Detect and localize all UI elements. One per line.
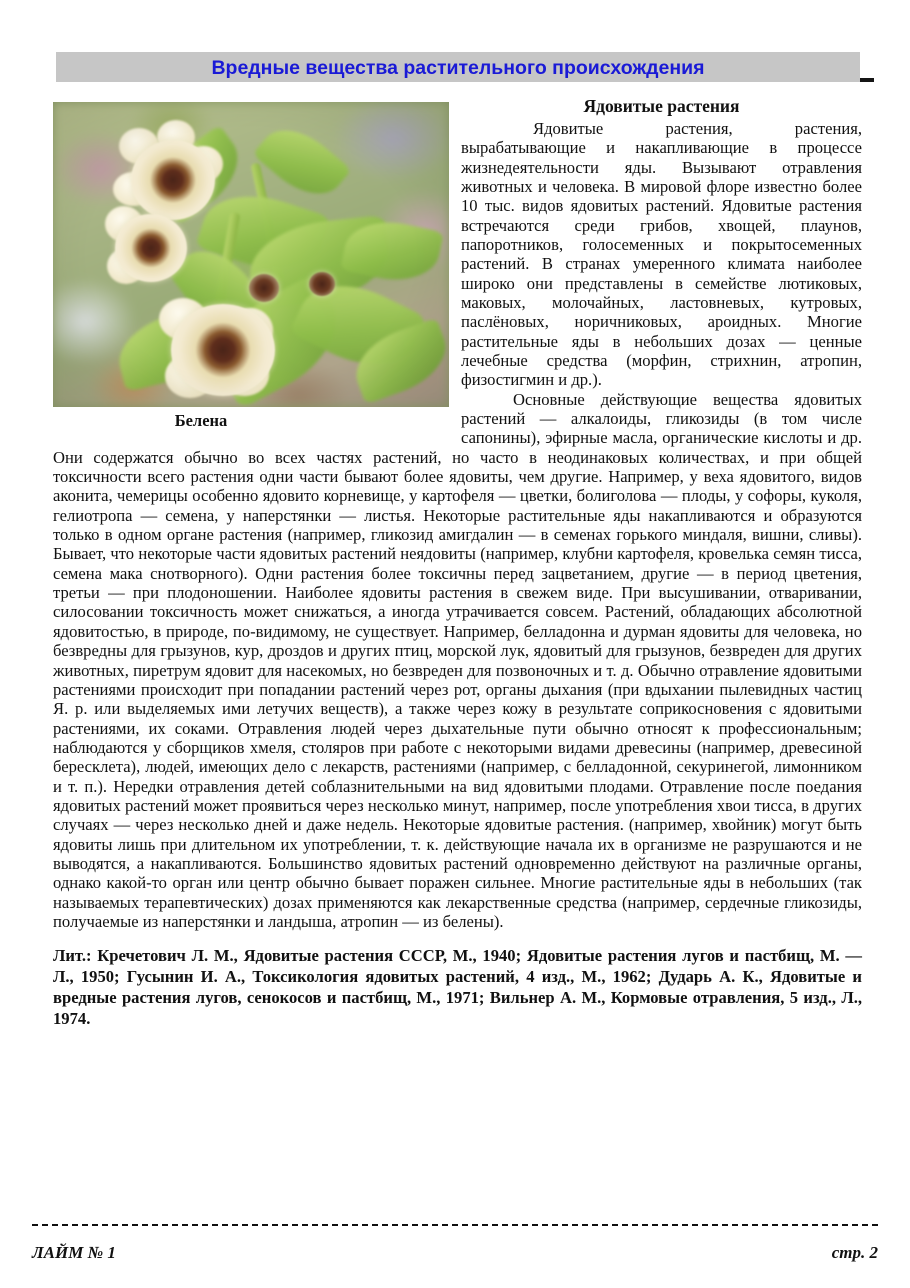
photo-vignette	[53, 102, 449, 407]
figure-henbane	[53, 102, 449, 431]
article-content	[53, 96, 862, 1029]
references-text: Лит.: Кречетович Л. М., Ядовитые растения СССР, М., 1940; Ядовитые растения лугов и пастбищ, М. — Л., 1950; Гусынин И. А., Токсикология ядовитых растений, 4 изд., М., 1962; Дударь А. К., Ядовитые и вредные растения лугов, сенокосов и пастбищ, М., 1971; Вильнер А. М., Кормовые отравления, 5 изд., Л., 1974.	[53, 946, 862, 1029]
footer-publication-name: ЛАЙМ № 1	[32, 1243, 116, 1262]
article-paragraph-1: Ядовитые растения, растения, вырабатывающие и накапливающие в процессе жизнедеятельности яды. Вызывают отравления животных и человека. В мировой флоре известно более 10 тыс. видов ядовитых растений. Ядовитые растения встречаются среди грибов, хвощей, плаунов, папоротников, голосеменных и покрытосеменных растений. В странах умеренного климата наиболее широко они представлены в семействе лютиковых, маковых, молочайных, ластовневых, кутровых, паслёновых, норичниковых, ароидных. Многие растительные яды в небольших дозах — ценные лечебные средства (морфин, стрихнин, атропин, физостигмин и др.).	[461, 118, 862, 390]
page-footer	[32, 1243, 878, 1263]
figure-caption: Белена	[174, 411, 228, 430]
footer-divider	[32, 1224, 878, 1226]
plant-photo-image	[53, 102, 449, 407]
header-banner-title: Вредные вещества растительного происхождения	[211, 56, 705, 79]
article-title: Ядовитые растения	[583, 96, 740, 116]
footer-page-number: стр. 2	[831, 1243, 878, 1262]
header-dash-mark	[860, 78, 874, 82]
article-paragraph-2: Основные действующие вещества ядовитых растений — алкалоиды, гликозиды (в том числе сапонины), эфирные масла, органические кислоты и др. Они содержатся обычно во всех частях растений, но часто в неодинаковых количествах, и при общей токсичности всего растения одни части бывают более ядовиты, чем другие. Например, у веха ядовитого, видов аконита, чемерицы особенно ядовито корневище, у картофеля — цветки, болиголова — плоды, у софоры, куколя, гелиотропа — семена, у наперстянки — листья. Некоторые растительные яды накапливаются и образуются только в одном органе растения (например, гликозид амигдалин — в семенах горького миндаля, вишни, сливы). Бывает, что некоторые части ядовитых растений неядовиты (например, клубни картофеля, кровелька семян тисса, семена мака снотворного). Одни растения более токсичны перед зацветанием, другие — в период цветения, третьи — при плодоношении. Наиболее ядовиты растения в свежем виде. При высушивании, отваривании, силосовании токсичность может снижаться, а иногда утрачивается совсем. Растений, обладающих абсолютной ядовитостью, в природе, по-видимому, не существует. Например, белладонна и дурман ядовиты для человека, но безвредны для грызунов, кур, дроздов и других птиц, морской лук, ядовитый для грызунов, безвреден для других животных, пиретрум ядовит для насекомых, но безвреден для позвоночных и т. д. Обычно отравление ядовитыми растениями происходит при попадании растений через рот, органы дыхания (при вдыхании пылевидных частиц Я. р. или выделяемых ими летучих веществ), а также через кожу в результате соприкосновения с ядовитыми растениями, их соками. Отравления людей через дыхательные пути обычно относят к профессиональным; наблюдаются у сборщиков хмеля, столяров при работе с некоторыми видами древесины (например, древесиной бересклета), людей, имеющих дело с лекарств, растениями (например, с белладонной, секуринегой, лимонником и т. п.). Нередки отравления детей соблазнительными на вид ядовитыми плодами. Отравление после поедания ядовитых растений может проявиться через несколько минут, например, после употребления хвои тисса, в других случаях — через несколько дней и даже недель. Некоторые ядовитые растения. (например, хвойник) могут быть ядовиты лишь при длительном их употреблении, т. к. действующие начала их в организме не разрушаются и не выводятся, а накапливаются. Большинство ядовитых растений одновременно действуют на различные органы, однако какой-то орган или центр обычно бывает поражен сильнее. Многие растительные яды в небольших (так называемых терапевтических) дозах применяются как лекарственные средства (например, сердечные гликозиды, получаемые из наперстянки и ландыша, атропин — из белены).	[53, 389, 862, 931]
